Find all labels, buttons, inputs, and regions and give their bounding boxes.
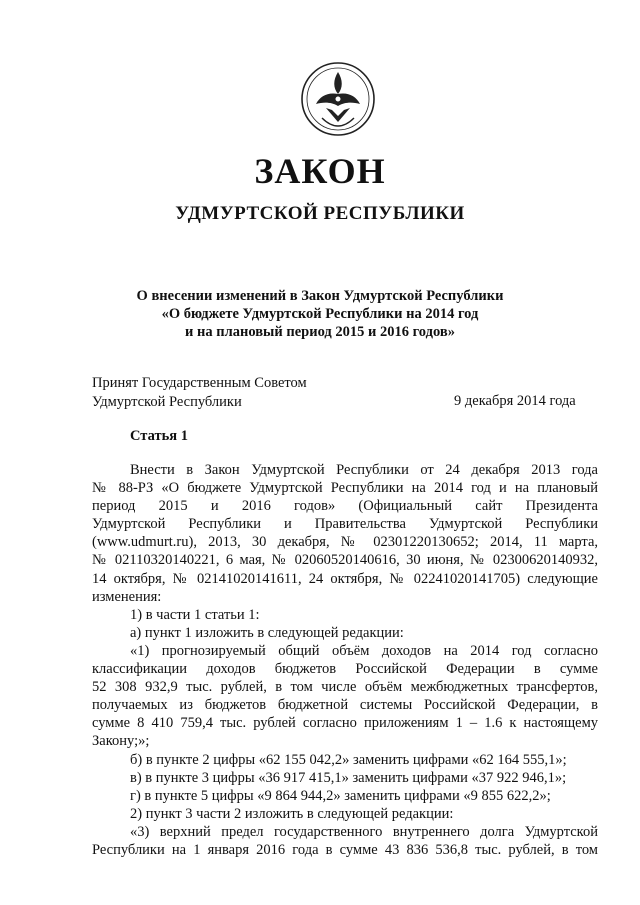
body-line: период 2015 и 2016 годов» (Официальный сайт Президента	[92, 498, 598, 515]
body-line: «3) верхний предел государственного внутреннего долга Удмуртской	[130, 823, 598, 840]
body-line: № 02110320140221, 6 мая, № 02060520140616, 30 июня, № 02300620140932,	[92, 552, 598, 569]
body-line: а) пункт 1 изложить в следующей редакции:	[130, 624, 404, 641]
subject-line: и на плановый период 2015 и 2016 годов»	[185, 324, 455, 340]
body-line: 14 октября, № 02141020141611, 24 октября, № 02241020141705) следующие	[92, 570, 598, 587]
body-line: 52 308 932,9 тыс. рублей, в том числе объём межбюджетных трансфертов,	[92, 679, 598, 696]
adoption-date: 9 декабря 2014 года	[454, 393, 576, 409]
body-line: № 88-РЗ «О бюджете Удмуртской Республики на 2014 год и на плановый	[92, 480, 598, 497]
body-line: б) в пункте 2 цифры «62 155 042,2» заменить цифрами «62 164 555,1»;	[130, 751, 567, 768]
body-line: «1) прогнозируемый общий объём доходов на 2014 год согласно	[130, 642, 598, 659]
body-line: 2) пункт 3 части 2 изложить в следующей редакции:	[130, 805, 454, 822]
body-line: г) в пункте 5 цифры «9 864 944,2» заменить цифрами «9 855 622,2»;	[130, 787, 551, 804]
body-line: изменения:	[92, 588, 162, 605]
subject-line: «О бюджете Удмуртской Республики на 2014 год	[161, 306, 479, 322]
body-line: (www.udmurt.ru), 2013, 30 декабря, № 02301220130652; 2014, 11 марта,	[92, 534, 598, 551]
body-line: Закону;»;	[92, 733, 150, 750]
law-title: ЗАКОН	[254, 151, 386, 191]
adoption-line: Принят Государственным Советом	[92, 375, 307, 391]
adoption-line: Удмуртской Республики	[92, 394, 242, 410]
adoption-note	[92, 374, 307, 412]
body-line: получаемых из бюджетов бюджетной системы Российской Федерации, в	[92, 697, 598, 714]
body-line: Внести в Закон Удмуртской Республики от 24 декабря 2013 года	[130, 462, 598, 478]
body-line: Удмуртской Республики и Правительства Удмуртской Республики	[92, 516, 598, 533]
law-subtitle: УДМУРТСКОЙ РЕСПУБЛИКИ	[175, 203, 465, 224]
subject-line: О внесении изменений в Закон Удмуртской Республики	[136, 288, 504, 304]
body-line: в) в пункте 3 цифры «36 917 415,1» заменить цифрами «37 922 946,1»;	[130, 769, 567, 786]
body-line: Республики на 1 января 2016 года в сумме 43 836 536,8 тыс. рублей, в том	[92, 841, 598, 858]
article-body	[92, 461, 598, 859]
body-line: 1) в части 1 статьи 1:	[130, 606, 260, 623]
body-line: сумме 8 410 759,4 тыс. рублей согласно приложениям 1 – 1.6 к настоящему	[92, 715, 598, 732]
coat-of-arms-emblem	[298, 58, 378, 140]
article-heading: Статья 1	[130, 428, 188, 444]
body-line: классификации доходов бюджетов Российской Федерации в сумме	[92, 661, 598, 678]
law-subject	[0, 287, 640, 341]
